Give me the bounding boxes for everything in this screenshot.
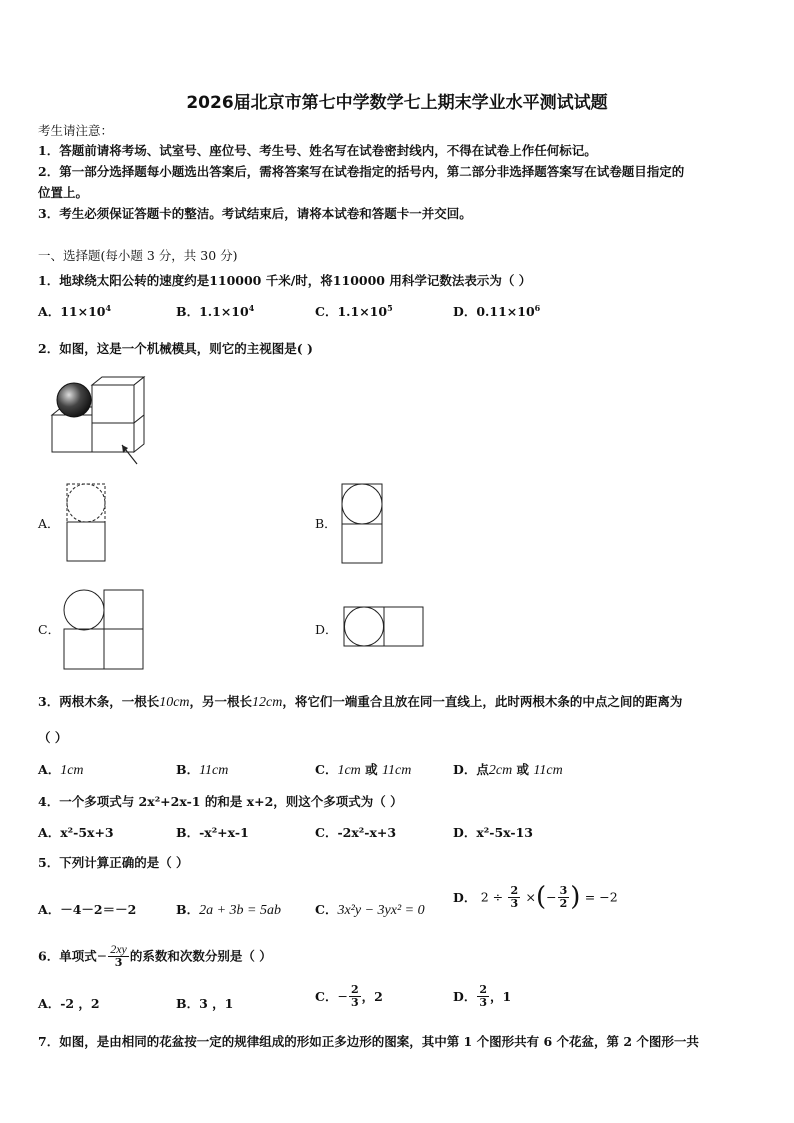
- question-3-blank: （ ）: [38, 730, 68, 745]
- mold-figure: [44, 370, 154, 470]
- q5-option-c[interactable]: C．3x²y − 3yx² = 0: [315, 902, 425, 918]
- q4-option-b[interactable]: B．-x²+x-1: [176, 825, 249, 840]
- q2-figure-c: [63, 589, 145, 671]
- question-5-stem: 5．下列计算正确的是（ ）: [38, 855, 189, 870]
- q6-option-d[interactable]: D． $\frac{2}{3}$ ，1: [453, 983, 512, 1009]
- section-heading: 一、选择题(每小题 3 分，共 30 分): [38, 248, 238, 263]
- q5-option-b[interactable]: B．2a + 3b = 5ab: [176, 902, 281, 918]
- q1-option-a[interactable]: A．$11\times 10^4$: [38, 302, 112, 319]
- q3-option-c[interactable]: C．1cm 或 11cm: [315, 762, 412, 778]
- q2-option-d[interactable]: D．: [315, 622, 338, 637]
- q3-option-b[interactable]: B．11cm: [176, 762, 229, 778]
- q3-option-d[interactable]: D．点2cm 或 11cm: [453, 762, 563, 778]
- question-1-stem: 1．地球绕太阳公转的速度约是110000 千米/时，将110000 用科学记数法表示为（ ）: [38, 273, 532, 288]
- q6-option-b[interactable]: B．3 ，1: [176, 996, 234, 1011]
- q5-option-a[interactable]: A．－4－2＝－2: [38, 902, 137, 917]
- page-title: 2026届北京市第七中学数学七上期末学业水平测试试题: [186, 93, 608, 113]
- question-4-stem: 4．一个多项式与 2x²+2x-1 的和是 x+2，则这个多项式为（ ）: [38, 794, 403, 809]
- question-3-stem: 3．两根木条，一根长10cm，另一根长12cm，将它们一端重合且放在同一直线上，此时两根木条的中点之间的距离为: [38, 694, 683, 710]
- q2-figure-d: [343, 606, 425, 648]
- notice-heading: 考生请注意：: [38, 123, 114, 138]
- q2-option-c[interactable]: C．: [38, 622, 61, 637]
- q5-option-d[interactable]: D． 2 ÷ $\frac{2}{3}$ ×(− $\frac{3}{2}$ ) = −2: [453, 882, 618, 912]
- notice-item-3: 3．考生必须保证答题卡的整洁。考试结束后，请将本试卷和答题卡一并交回。: [38, 206, 472, 221]
- q2-option-b[interactable]: B．: [315, 516, 337, 531]
- q2-figure-b: [341, 483, 385, 565]
- notice-item-2: 2．第一部分选择题每小题选出答案后，需将答案写在试卷指定的括号内，第二部分非选择题答案写在试卷题目指定的: [38, 164, 685, 179]
- q1-option-b[interactable]: B．$1.1\times 10^4$: [176, 302, 255, 319]
- question-2-stem: 2．如图，这是一个机械模具，则它的主视图是( ): [38, 341, 313, 356]
- q4-option-c[interactable]: C．-2x²-x+3: [315, 825, 397, 840]
- q6-option-c[interactable]: C．− $\frac{2}{3}$ ，2: [315, 983, 383, 1009]
- question-6-stem: 6．单项式− $\frac{2xy}{3}$ 的系数和次数分别是（ ）: [38, 942, 272, 969]
- q6-option-a[interactable]: A．-2 ，2: [38, 996, 100, 1011]
- question-7-stem: 7．如图，是由相同的花盆按一定的规律组成的形如正多边形的图案，其中第 1 个图形共有 6 个花盆，第 2 个图形一共: [38, 1034, 699, 1049]
- q4-option-d[interactable]: D．x²-5x-13: [453, 825, 533, 840]
- q1-option-d[interactable]: D．$0.11\times 10^6$: [453, 302, 541, 319]
- q2-figure-a: [66, 483, 108, 563]
- q1-option-c[interactable]: C．$1.1\times 10^5$: [315, 302, 393, 319]
- q4-option-a[interactable]: A．x²-5x+3: [38, 825, 114, 840]
- notice-item-2-cont: 位置上。: [38, 185, 89, 200]
- q2-option-a[interactable]: A．: [38, 516, 60, 531]
- notice-item-1: 1．答题前请将考场、试室号、座位号、考生号、姓名写在试卷密封线内，不得在试卷上作任何标记。: [38, 143, 597, 158]
- q3-option-a[interactable]: A．1cm: [38, 762, 84, 778]
